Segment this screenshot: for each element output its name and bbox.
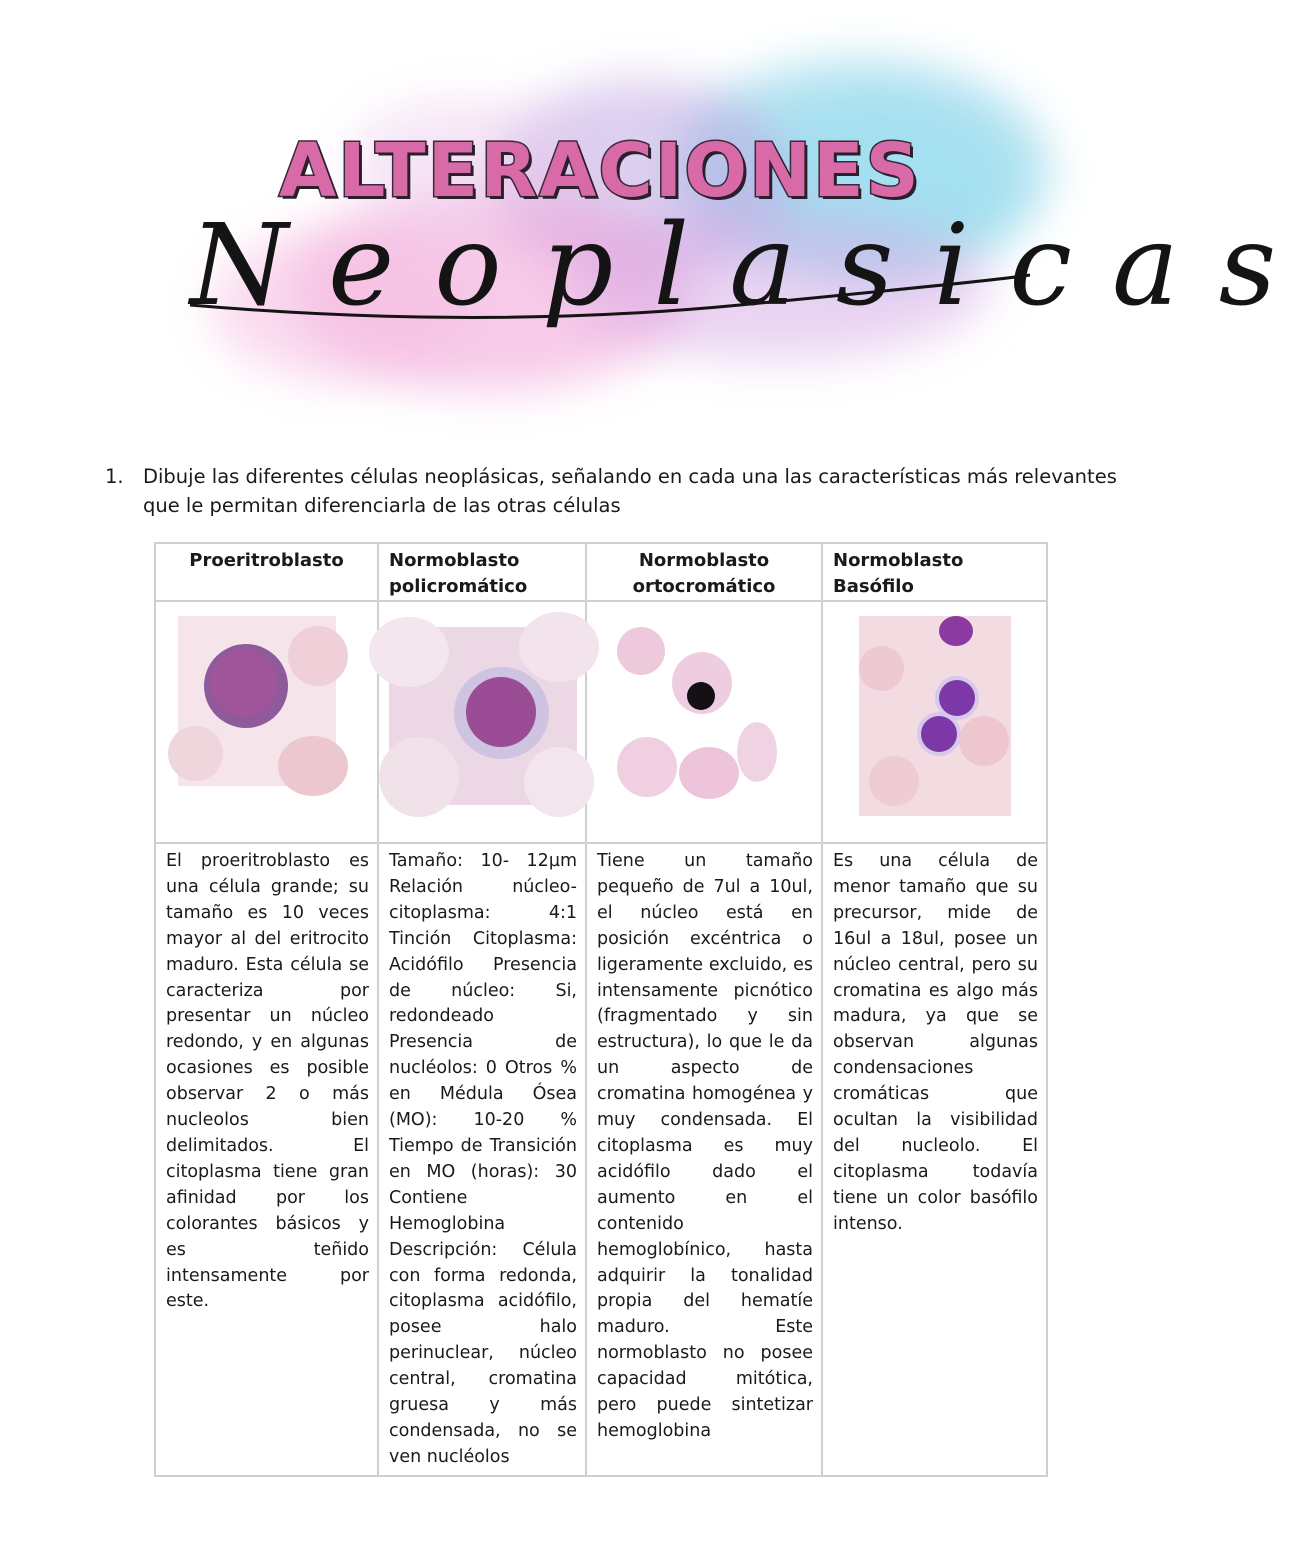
description-normoblasto-policromatico: Tamaño: 10- 12µm Relación núcleo-citoplasma: 4:1 Tinción Citoplasma: Acidófilo Presencia de núcleo: Si, redondeado Presencia de nucléolos: 0 Otros % en Médula Ósea (MO): 10-20 % Tiempo de Transición en MO (horas): 30 Contiene Hemoglobina Descripción: Célula con forma redonda, citoplasma acidófilo, posee halo perinuclear, núcleo central, cromatina gruesa y más condensada, no se ven nucléolos bbox=[378, 843, 586, 1476]
question-text: Dibuje las diferentes células neoplásicas, señalando en cada una las características más relevantes que le permitan diferenciarla de las otras células bbox=[143, 465, 1117, 517]
header-normoblasto-policromatico: Normoblasto policromático bbox=[378, 543, 586, 601]
cells-table bbox=[154, 542, 1048, 1477]
title-banner bbox=[150, 40, 1316, 420]
table-description-row bbox=[155, 843, 1047, 1476]
description-normoblasto-basofilo: Es una célula de menor tamaño que su precursor, mide de 16ul a 18ul, posee un núcleo central, pero su cromatina es algo más madura, ya que se observan algunas condensaciones cromáticas que ocultan la visibilidad del nucleolo. El citoplasma todavía tiene un color basófilo intenso. bbox=[822, 843, 1047, 1476]
description-proeritroblasto: El proeritroblasto es una célula grande; su tamaño es 10 veces mayor al del eritrocito maduro. Esta célula se caracteriza por presentar un núcleo redondo, y en algunas ocasiones es posible observar 2 o más nucleolos bien delimitados. El citoplasma tiene gran afinidad por los colorantes básicos y es teñido intensamente por este. bbox=[155, 843, 378, 1476]
normoblasto-ortocromatico-micrograph bbox=[617, 627, 765, 797]
question-number: 1. bbox=[105, 465, 124, 488]
header-normoblasto-ortocromatico: Normoblasto ortocromático bbox=[586, 543, 822, 601]
normoblasto-basofilo-micrograph bbox=[859, 616, 1011, 816]
header-proeritroblasto: Proeritroblasto bbox=[155, 543, 378, 601]
header-normoblasto-basofilo: Normoblasto Basófilo bbox=[822, 543, 1047, 601]
table-header-row bbox=[155, 543, 1047, 601]
proeritroblasto-micrograph bbox=[178, 616, 336, 786]
script-underline-swash bbox=[180, 235, 1040, 355]
banner-subtitle: Neoplasicas bbox=[190, 201, 1316, 331]
banner-title: ALTERACIONES bbox=[279, 128, 921, 214]
normoblasto-policromatico-micrograph bbox=[389, 627, 577, 805]
description-normoblasto-ortocromatico: Tiene un tamaño pequeño de 7ul a 10ul, el núcleo está en posición excéntrica o ligeramente excluido, es intensamente picnótico (fragmentado y sin estructura), lo que le da un aspecto de cromatina homogénea y muy condensada. El citoplasma es muy acidófilo dado el aumento en el contenido hemoglobínico, hasta adquirir la tonalidad propia del hematíe maduro. Este normoblasto no posee capacidad mitótica, pero puede sintetizar hemoglobina bbox=[586, 843, 822, 1476]
table-image-row bbox=[155, 601, 1047, 843]
